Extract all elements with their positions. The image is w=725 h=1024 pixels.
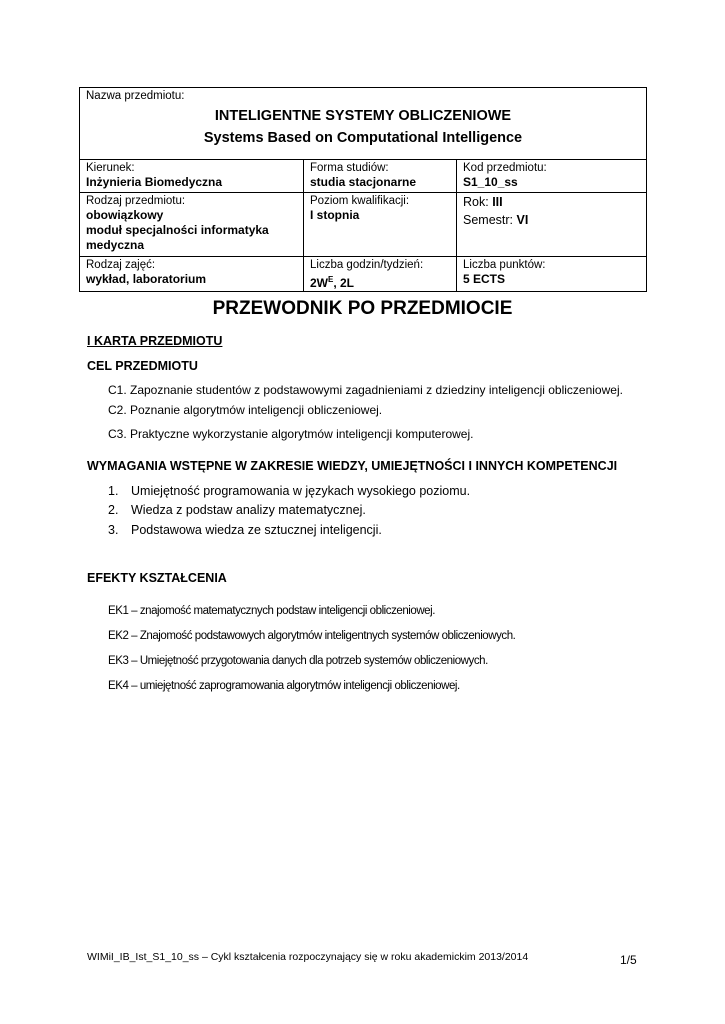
- requirement-text: Umiejętność programowania w językach wysokiego poziomu.: [131, 484, 471, 498]
- requirement-item: [108, 522, 382, 538]
- qualification-label: Poziom kwalifikacji:: [310, 195, 410, 207]
- hours-value: [310, 272, 450, 291]
- requirement-text: Wiedza z podstaw analizy matematycznej.: [131, 503, 366, 517]
- requirement-item: [108, 502, 366, 518]
- requirement-item: [108, 483, 470, 499]
- goal-item: C3. Praktyczne wykorzystanie algorytmów inteligencji komputerowej.: [108, 427, 474, 441]
- hours-label: Liczba godzin/tydzień:: [310, 259, 424, 271]
- field-cell: [80, 160, 304, 193]
- section-effects-heading: EFEKTY KSZTAŁCENIA: [87, 571, 227, 585]
- section-goal-heading: CEL PRZEDMIOTU: [87, 359, 198, 373]
- page-number: 1/5: [620, 953, 637, 967]
- page-footer: WIMiI_IB_Ist_S1_10_ss – Cykl kształcenia rozpoczynający się w roku akademickim 2013/2014: [87, 951, 529, 963]
- points-label: Liczba punktów:: [463, 259, 546, 271]
- code-value: S1_10_ss: [463, 175, 518, 189]
- study-form-label: Forma studiów:: [310, 162, 389, 174]
- requirement-number: 2.: [108, 503, 119, 517]
- code-cell: [457, 160, 647, 193]
- field-label: Kierunek:: [86, 162, 135, 174]
- class-type-label: Rodzaj zajęć:: [86, 259, 156, 271]
- subject-title-pl: INTELIGENTNE SYSTEMY OBLICZENIOWE: [214, 108, 512, 124]
- qualification-value: I stopnia: [310, 208, 360, 222]
- hours-cell: [304, 257, 457, 292]
- code-label: Kod przedmiotu:: [463, 162, 547, 174]
- year-label: Rok:: [463, 195, 493, 209]
- hours-value-b: , 2L: [333, 276, 355, 290]
- year-line: [463, 194, 640, 210]
- study-form-cell: [304, 160, 457, 193]
- class-type-value: wykład, laboratorium: [86, 272, 207, 286]
- effect-item: EK1 – znajomość matematycznych podstaw inteligencji obliczeniowej.: [108, 605, 435, 617]
- effect-item: EK4 – umiejętność zaprogramowania algorytmów inteligencji obliczeniowej.: [108, 680, 460, 692]
- semester-value: VI: [516, 213, 529, 227]
- study-form-value: studia stacjonarne: [310, 175, 417, 189]
- requirement-text: Podstawowa wiedza ze sztucznej inteligencji.: [131, 523, 382, 537]
- class-type-cell: [80, 257, 304, 292]
- subject-name-cell: [80, 88, 647, 160]
- field-value: Inżynieria Biomedyczna: [86, 175, 223, 189]
- qualification-cell: [304, 193, 457, 257]
- subject-type-line1: obowiązkowy: [86, 208, 164, 222]
- points-value: 5 ECTS: [463, 272, 506, 286]
- subject-type-label: Rodzaj przedmiotu:: [86, 195, 186, 207]
- year-value: III: [492, 195, 503, 209]
- requirement-number: 1.: [108, 484, 119, 498]
- effect-item: EK2 – Znajomość podstawowych algorytmów inteligentnych systemów obliczeniowych.: [108, 630, 516, 642]
- semester-label: Semestr:: [463, 213, 517, 227]
- subject-label: Nazwa przedmiotu:: [86, 90, 185, 102]
- points-cell: [457, 257, 647, 292]
- goal-item: C1. Zapoznanie studentów z podstawowymi zagadnieniami z dziedziny inteligencji obliczeniowej.: [108, 383, 623, 397]
- course-info-table: [79, 87, 647, 292]
- subject-type-line2: moduł specjalności informatyka medyczna: [86, 223, 269, 252]
- effect-item: EK3 – Umiejętność przygotowania danych dla potrzeb systemów obliczeniowych.: [108, 655, 488, 667]
- requirement-number: 3.: [108, 523, 119, 537]
- goal-item: C2. Poznanie algorytmów inteligencji obliczeniowej.: [108, 403, 383, 417]
- section-requirements-heading: WYMAGANIA WSTĘPNE W ZAKRESIE WIEDZY, UMIEJĘTNOŚCI I INNYCH KOMPETENCJI: [87, 459, 618, 473]
- hours-value-a: 2W: [310, 276, 328, 290]
- section-card-heading: I KARTA PRZEDMIOTU: [87, 334, 223, 348]
- semester-line: [463, 212, 640, 228]
- year-semester-cell: [457, 193, 647, 257]
- main-heading: PRZEWODNIK PO PRZEDMIOCIE: [212, 298, 513, 319]
- hours-value-sup: E: [328, 275, 334, 284]
- subject-type-cell: [80, 193, 304, 257]
- subject-title-en: Systems Based on Computational Intelligence: [203, 130, 523, 146]
